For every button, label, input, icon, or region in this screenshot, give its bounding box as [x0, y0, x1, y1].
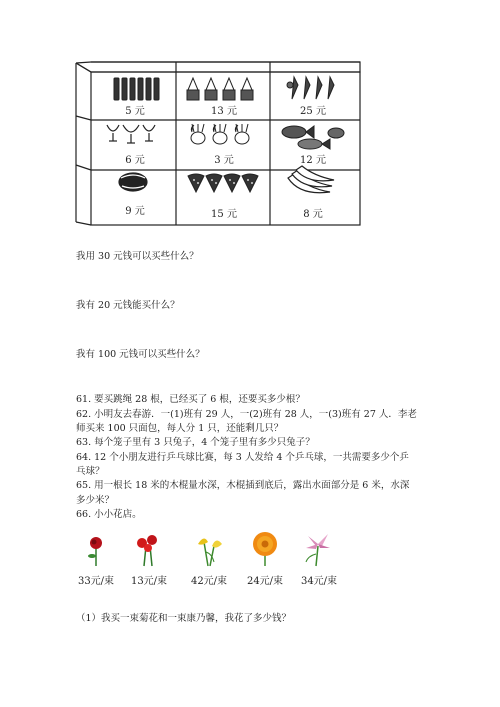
question-30-yuan: 我用 30 元钱可以买些什么？ [76, 251, 199, 262]
cakes-icon [187, 78, 253, 100]
price-fish: 12 元 [300, 155, 326, 166]
price-watermelon: 9 元 [125, 206, 145, 217]
price-rose: 33元/束 [77, 576, 115, 587]
price-red-flowers: 13元/束 [130, 576, 168, 587]
fish-icon [282, 126, 344, 149]
price-radishes: 3 元 [214, 155, 234, 166]
watermelon-icon [119, 173, 147, 191]
problem-62-line1: 62. 小明友去春游．一(1)班有 29 人，一(2)班有 28 人，一(3)班有 27 人．李老 [76, 409, 417, 420]
rose-icon [88, 537, 102, 566]
price-chrysanthemum: 24元/束 [246, 576, 284, 587]
question-100-yuan: 我有 100 元钱可以买些什么？ [76, 349, 205, 360]
problem-66: 66. 小小花店。 [76, 509, 142, 520]
problem-61: 61. 要买跳绳 28 根，已经买了 6 根，还要买多少根？ [76, 394, 305, 405]
problem-64-line1: 64. 12 个小朋友进行乒乓球比赛，每 3 人发给 4 个乒乓球，一共需要多少个乒 [76, 452, 409, 463]
flower-shop [78, 532, 368, 592]
wine-glasses-icon [107, 125, 155, 143]
lily-icon [306, 534, 330, 566]
red-flowers-icon [137, 535, 157, 566]
problem-64-line2: 乓球？ [76, 466, 105, 477]
problem-62-line2: 师买来 100 只面包，每人分 1 只，还能剩几只？ [76, 423, 284, 434]
price-wine-glasses: 6 元 [125, 155, 145, 166]
shop-table-frame [0, 0, 500, 235]
price-daffodil: 42元/束 [190, 576, 228, 587]
chrysanthemum-icon [253, 532, 277, 566]
price-cakes: 13 元 [211, 106, 237, 117]
daffodil-icon [198, 538, 222, 566]
flower-images [78, 532, 368, 568]
price-carrots: 25 元 [300, 106, 326, 117]
radishes-icon [191, 124, 249, 144]
problem-65-line1: 65. 用一根长 18 米的木棍量水深，木棍插到底后，露出水面部分是 6 米，水深 [76, 480, 410, 491]
pencils-icon [114, 78, 159, 100]
problem-65-line2: 多少米？ [76, 495, 115, 506]
shop-table [0, 0, 500, 235]
price-lily: 34元/束 [300, 576, 338, 587]
problem-63: 63. 每个笼子里有 3 只兔子，4 个笼子里有多少只兔子？ [76, 437, 315, 448]
price-pencils: 5 元 [125, 106, 145, 117]
strawberries-icon [188, 174, 258, 192]
price-bananas: 8 元 [303, 209, 323, 220]
sub-question-1: （1）我买一束菊花和一束康乃馨，我花了多少钱？ [76, 613, 292, 624]
carrots-icon [287, 77, 334, 99]
question-20-yuan: 我有 20 元钱能买什么？ [76, 300, 180, 311]
price-strawberries: 15 元 [211, 209, 237, 220]
